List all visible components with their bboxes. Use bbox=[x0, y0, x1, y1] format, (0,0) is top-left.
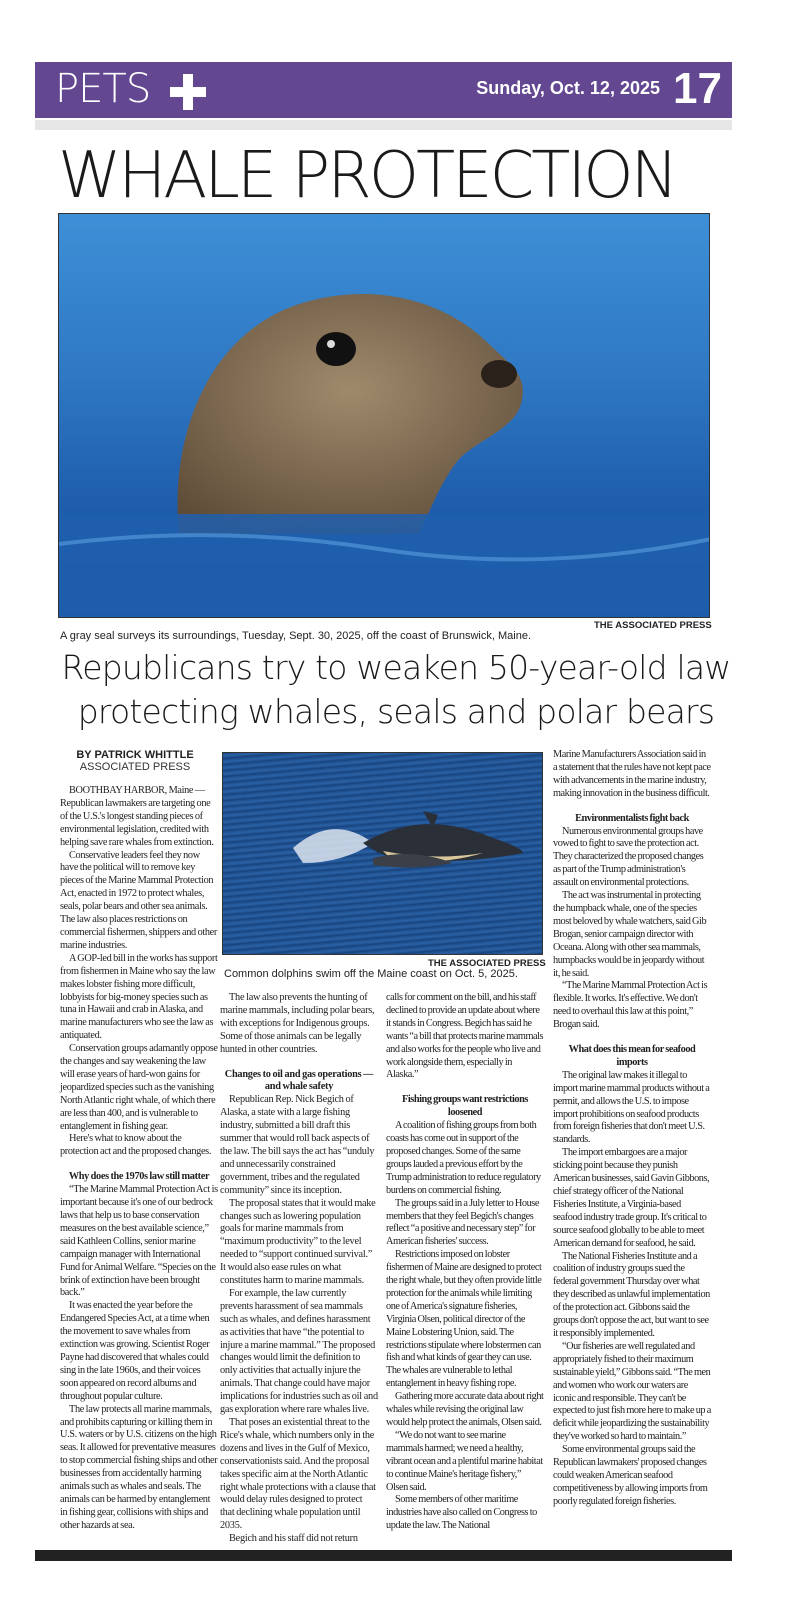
paragraph: “The Marine Mammal Protection Act is important because it's one of our bedrock laws that help us to base conservation measures on the best available science,” said Kathleen Collins, senior marine campaign manager with International Fund for Animal Welfare. “Species on the brink of extinction have been brought back.” bbox=[60, 1184, 218, 1299]
paragraph: “The Marine Mammal Protection Act is flexible. It works. It's effective. We don't need to overhaul this law at this point,” Brogan said. bbox=[553, 980, 708, 1031]
dolphin-image bbox=[223, 753, 543, 955]
footer-rule bbox=[35, 1550, 732, 1561]
dolphin-photo bbox=[222, 752, 543, 955]
article-column-2 bbox=[220, 992, 378, 1546]
paragraph: BOOTHBAY HARBOR, Maine — Republican lawmakers are targeting one of the U.S.'s longest standing pieces of environmental legislation, credited with helping save rare whales from extinction. bbox=[60, 785, 214, 848]
paragraph: Some environmental groups said the Republican lawmakers' proposed changes could weaken American seafood competitiveness by allowing imports from poorly regulated foreign fisheries. bbox=[553, 1444, 708, 1507]
paragraph: Republican Rep. Nick Begich of Alaska, a state with a large fishing industry, submitted a bill draft this summer that would roll back aspects of the law. The bill says the act has “unduly and unnecessarily constrained government, tribes and the regulated community” since its inception. bbox=[220, 1094, 375, 1196]
subheading: Why does the 1970s law still matter bbox=[68, 1171, 210, 1183]
page-number: 17 bbox=[673, 64, 722, 113]
article-column-1 bbox=[60, 785, 218, 1533]
issue-date: Sunday, Oct. 12, 2025 bbox=[476, 78, 660, 98]
article-headline: Republicans try to weaken 50-year-old law protecting whales, seals and polar bears bbox=[61, 648, 731, 731]
paragraph: For example, the law currently prevents harassment of sea mammals such as whales, and defines harassment as activities that have “the potential to injure a marine mammal.” The proposed changes would limit the definition to only activities that actually injure the animals. That change could have major implications for industries such as oil and gas exploration where rare whales live. bbox=[220, 1287, 378, 1416]
paragraph: Marine Manufacturers Association said in a statement that the rules have not kept pace with advancements in the marine industry, making innovation in the business difficult. bbox=[553, 749, 711, 799]
inline-photo-credit: THE ASSOCIATED PRESS bbox=[428, 958, 546, 969]
paragraph: Conservation groups adamantly oppose the changes and say weakening the law will erase years of hard-won gains for jeopardized species such as the vanishing North Atlantic right whale, of which there are less than 400, and is vulnerable to entanglement in fishing gear. bbox=[60, 1043, 218, 1132]
paragraph: A GOP-led bill in the works has support from fishermen in Maine who say the law makes lobster fishing more difficult, lobbyists for big-money species such as tuna in Hawaii and crab in Alaska, and marine manufacturers who see the law as antiquated. bbox=[60, 952, 218, 1042]
subheading: Environmentalists fight back bbox=[575, 812, 689, 824]
section-header bbox=[35, 62, 732, 118]
paragraph: calls for comment on the bill, and his staff declined to provide an update about where it stands in Congress. Begich has said he wants “a bill that protects marine mammals and also works for the people who live and work alongside them, especially in Alaska.” bbox=[386, 992, 544, 1081]
paragraph: The import embargoes are a major sticking point because they punish American businesses, said Gavin Gibbons, chief strategy officer of the National Fisheries Institute, a Virginia-based seafood industry trade group. It's critical to source seafood globally to be able to meet American demand for seafood, he said. bbox=[553, 1147, 710, 1249]
paragraph: Conservative leaders feel they now have the political will to remove key pieces of the Marine Mammal Protection Act, enacted in 1972 to protect whales, seals, polar bears and other sea animals. The law also places restrictions on commercial fishermen, shippers and other marine industries. bbox=[60, 849, 217, 951]
paragraph: The original law makes it illegal to import marine mammal products without a permit, and allows the U.S. to impose import prohibitions on seafood products from foreign fisheries that don't meet U.S. standards. bbox=[553, 1069, 710, 1146]
paragraph: “Our fisheries are well regulated and appropriately fished to their maximum sustainable yield,” Gibbons said. “The men and women who work our waters are iconic and responsible. They can't be expected to just fish more here to make up a deficit while jeopardizing the sustainability they've worked so hard to maintain.” bbox=[553, 1340, 711, 1443]
paragraph: Begich and his staff did not return bbox=[229, 1533, 358, 1545]
paragraph: The groups said in a July letter to House members that they feel Begich's changes reflect “a positive and necessary step” for American fisheries' success. bbox=[386, 1197, 539, 1248]
paragraph: The act was instrumental in protecting the humpback whale, one of the species most beloved by whale watchers, said Gib Brogan, senior campaign director with Oceana. Along with other sea mammals, humpbacks would be in jeopardy without it, he said. bbox=[553, 890, 707, 979]
plus-icon bbox=[170, 74, 206, 110]
subheading: Fishing groups want restrictions loosened bbox=[402, 1094, 528, 1119]
paragraph: The National Fisheries Institute and a coalition of industry groups sued the federal government Thursday over what they described as unlawful implementation of the protection act. Gibbons said the groups don't oppose the act, but want to see it responsibly implemented. bbox=[553, 1250, 710, 1339]
paragraph: That poses an existential threat to the Rice's whale, which numbers only in the dozens and lives in the Gulf of Mexico, conservationists said. And the proposal takes specific aim at the North Atlantic right whale protections with a clause that would delay rules designed to protect that declining whale population until 2035. bbox=[220, 1417, 376, 1532]
photo-caption: A gray seal surveys its surroundings, Tuesday, Sept. 30, 2025, off the coast of Brunswick, Maine. bbox=[60, 630, 532, 642]
paragraph: Some members of other maritime industries have also called on Congress to update the law. The National bbox=[386, 1494, 537, 1532]
subheading: Changes to oil and gas operations — and whale safety bbox=[224, 1068, 374, 1093]
paragraph: “We do not want to see marine mammals harmed; we need a healthy, vibrant ocean and a plentiful marine habitat to continue Maine's heritage fishery,” Olsen said. bbox=[386, 1429, 543, 1493]
seal-photo bbox=[58, 213, 710, 618]
byline bbox=[60, 749, 210, 773]
photo-credit: THE ASSOCIATED PRESS bbox=[594, 620, 712, 631]
paragraph: Restrictions imposed on lobster fishermen of Maine are designed to protect the right whale, but they often provide little protection for the animals while limiting one of America's signature fisheries, Virginia Olsen, political director of the Maine Lobstering Union, said. The restrictions stipulate where lobstermen can fish and what kinds of gear they can use. The whales are vulnerable to lethal entanglement in heavy fishing rope. bbox=[386, 1249, 542, 1390]
seal-image bbox=[59, 214, 710, 618]
article-column-3 bbox=[386, 992, 544, 1533]
paragraph: It was enacted the year before the Endangered Species Act, at a time when the movement to save whales from extinction was growing. Scientist Roger Payne had discovered that whales could sing in the late 1960s, and their voices soon appeared on record albums and throughout popular culture. bbox=[60, 1300, 210, 1402]
paragraph: Numerous environmental groups have vowed to fight to save the protection act. They characterized the proposed changes as part of the Trump administration's assault on environmental protections. bbox=[553, 825, 704, 889]
paragraph: The proposal states that it would make changes such as lowering population goals for marine mammals from “maximum productivity” to the level needed to “support continued survival.” It would also ease rules on what constitutes harm to marine mammals. bbox=[220, 1197, 376, 1287]
paragraph: Gathering more accurate data about right whales while revising the original law would help protect the animals, Olsen said. bbox=[386, 1391, 544, 1428]
paragraph: The law protects all marine mammals, and prohibits capturing or killing them in U.S. waters or by U.S. citizens on the high seas. It allowed for preventative measures to stop commercial fishing ships and other businesses from accidentally harming animals such as whales and seals. The animals can be harmed by entanglement in fishing gear, collisions with ships and other hazards at sea. bbox=[60, 1403, 218, 1531]
section-name: PETS bbox=[55, 66, 151, 112]
paragraph: A coalition of fishing groups from both coasts has come out in support of the proposed changes. Some of the same groups lauded a previous effort by the Trump administration to reduce regulatory burdens on commercial fishing. bbox=[386, 1120, 541, 1196]
author-name: BY PATRICK WHITTLE bbox=[76, 749, 194, 761]
page-kicker: WHALE PROTECTION bbox=[58, 139, 676, 213]
header-divider bbox=[35, 120, 732, 130]
author-org: ASSOCIATED PRESS bbox=[79, 761, 191, 773]
inline-photo-caption: Common dolphins swim off the Maine coast on Oct. 5, 2025. bbox=[224, 968, 518, 980]
article-column-4 bbox=[553, 749, 711, 1509]
subheading: What does this mean for seafood imports bbox=[568, 1044, 696, 1068]
paragraph: The law also prevents the hunting of marine mammals, including polar bears, with exceptions for Indigenous groups. Some of those animals can be legally hunted in other countries. bbox=[220, 992, 375, 1055]
paragraph: Here's what to know about the protection act and the proposed changes. bbox=[60, 1133, 212, 1158]
